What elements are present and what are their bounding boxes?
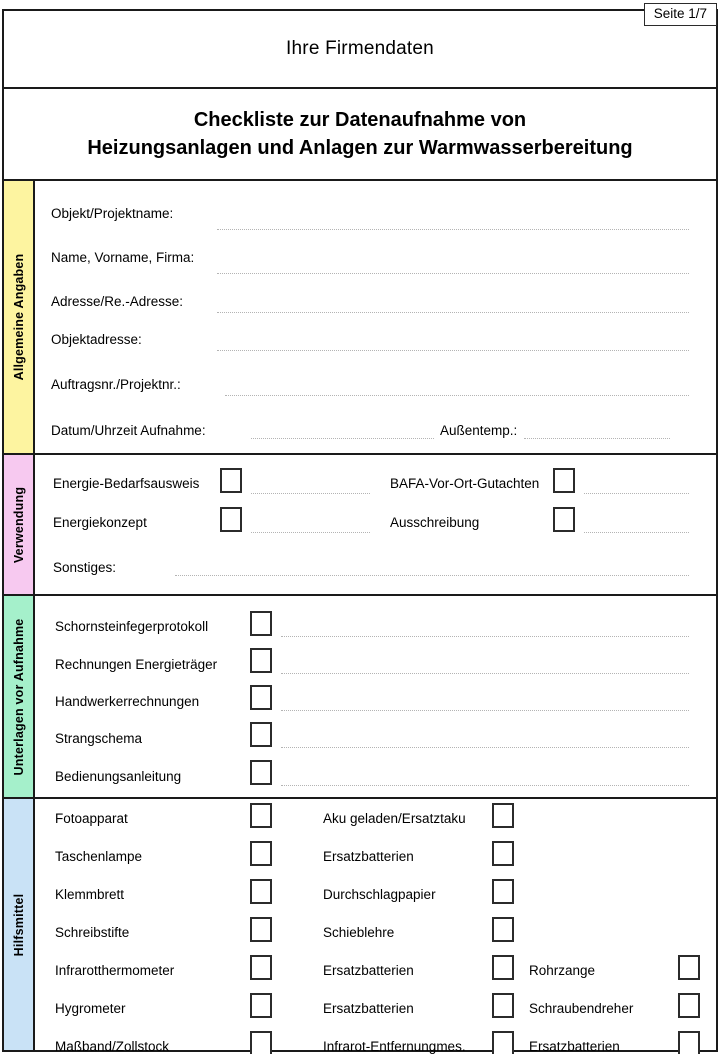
checkbox-energiekonzept[interactable]	[220, 507, 242, 532]
label-objekt-projektname: Objekt/Projektname:	[51, 206, 174, 221]
checkbox-hygrometer[interactable]	[250, 993, 272, 1018]
section-tab-label: Verwendung	[11, 486, 26, 563]
checkbox-taschenlampe[interactable]	[250, 841, 272, 866]
company-data-band	[4, 11, 716, 89]
input-objektadresse[interactable]	[217, 350, 689, 351]
input-bedienungsanleitung[interactable]	[281, 785, 689, 786]
checkbox-ersatzbatterien-1[interactable]	[492, 841, 514, 866]
section-body-unterlagen-vor-aufnahme	[35, 596, 716, 797]
section-tab-label: Hilfsmittel	[11, 893, 26, 956]
checkbox-klemmbrett[interactable]	[250, 879, 272, 904]
document-title-line-2: Heizungsanlagen und Anlagen zur Warmwasserbereitung	[87, 137, 633, 159]
document-title-line-1: Checkliste zur Datenaufnahme von	[193, 108, 527, 131]
label-handwerkerrechnungen: Handwerkerrechnungen	[55, 694, 200, 709]
label-ersatzbatterien-2: Ersatzbatterien	[323, 963, 414, 978]
label-ersatzbatterien-3: Ersatzbatterien	[323, 1001, 414, 1016]
label-auftragsnr-projektnr: Auftragsnr./Projektnr.:	[51, 377, 181, 392]
input-schornsteinfegerprotokoll[interactable]	[281, 636, 689, 637]
section-unterlagen-vor-aufnahme	[4, 596, 716, 799]
label-schreibstifte: Schreibstifte	[55, 925, 130, 940]
input-auftragsnr-projektnr[interactable]	[225, 395, 689, 396]
input-rechnungen-energietraeger[interactable]	[281, 673, 689, 674]
section-tab-unterlagen-vor-aufnahme	[4, 596, 35, 797]
input-aussentemp[interactable]	[524, 438, 670, 439]
label-ersatzbatterien-1: Ersatzbatterien	[323, 849, 414, 864]
input-objekt-projektname[interactable]	[217, 229, 689, 230]
checkbox-schreibstifte[interactable]	[250, 917, 272, 942]
input-datum-uhrzeit-aufnahme[interactable]	[251, 438, 434, 439]
input-handwerkerrechnungen[interactable]	[281, 710, 689, 711]
section-hilfsmittel	[4, 799, 716, 1054]
input-sonstiges[interactable]	[175, 575, 689, 576]
checkbox-ersatzbatterien-4[interactable]	[678, 1031, 700, 1054]
label-aussentemp: Außentemp.:	[440, 423, 518, 438]
label-aku-geladen-ersatztaku: Aku geladen/Ersatztaku	[323, 811, 466, 826]
checkbox-bafa-vor-ort-gutachten[interactable]	[553, 468, 575, 493]
section-body-hilfsmittel	[35, 799, 716, 1054]
checkbox-rohrzange[interactable]	[678, 955, 700, 980]
checkbox-schieblehre[interactable]	[492, 917, 514, 942]
label-infrarot-entfernungmes: Infrarot-Entfernungmes.	[323, 1039, 466, 1054]
input-strangschema[interactable]	[281, 747, 689, 748]
label-bafa-vor-ort-gutachten: BAFA-Vor-Ort-Gutachten	[390, 476, 540, 491]
label-hygrometer: Hygrometer	[55, 1001, 126, 1016]
section-tab-allgemeine-angaben	[4, 181, 35, 453]
label-rohrzange: Rohrzange	[529, 963, 596, 978]
checkbox-fotoapparat[interactable]	[250, 803, 272, 828]
label-klemmbrett: Klemmbrett	[55, 887, 125, 902]
label-infrarotthermometer: Infrarotthermometer	[55, 963, 175, 978]
checkbox-schornsteinfegerprotokoll[interactable]	[250, 611, 272, 636]
checkbox-infrarot-entfernungmes[interactable]	[492, 1031, 514, 1054]
section-body-verwendung	[35, 455, 716, 594]
checkbox-massband-zollstock[interactable]	[250, 1031, 272, 1054]
checkbox-ersatzbatterien-2[interactable]	[492, 955, 514, 980]
label-datum-uhrzeit-aufnahme: Datum/Uhrzeit Aufnahme:	[51, 423, 206, 438]
checkbox-ersatzbatterien-3[interactable]	[492, 993, 514, 1018]
label-ausschreibung: Ausschreibung	[390, 515, 480, 530]
checkbox-energie-bedarfsausweis[interactable]	[220, 468, 242, 493]
label-ersatzbatterien-4: Ersatzbatterien	[529, 1039, 620, 1054]
input-energiekonzept[interactable]	[251, 532, 370, 533]
company-data-title: Ihre Firmendaten	[286, 38, 434, 59]
input-adresse-re-adresse[interactable]	[217, 312, 689, 313]
label-adresse-re-adresse: Adresse/Re.-Adresse:	[51, 294, 184, 309]
page-number-badge: Seite 1/7	[644, 3, 717, 26]
section-tab-label: Unterlagen vor Aufnahme	[11, 618, 26, 775]
label-name-vorname-firma: Name, Vorname, Firma:	[51, 250, 195, 265]
input-bafa-vor-ort-gutachten[interactable]	[584, 493, 689, 494]
label-schraubendreher: Schraubendreher	[529, 1001, 634, 1016]
checkbox-rechnungen-energietraeger[interactable]	[250, 648, 272, 673]
section-tab-hilfsmittel	[4, 799, 35, 1050]
input-name-vorname-firma[interactable]	[217, 273, 689, 274]
label-strangschema: Strangschema	[55, 731, 143, 746]
section-tab-label: Allgemeine Angaben	[11, 253, 26, 381]
checkbox-infrarotthermometer[interactable]	[250, 955, 272, 980]
checkbox-schraubendreher[interactable]	[678, 993, 700, 1018]
label-bedienungsanleitung: Bedienungsanleitung	[55, 769, 182, 784]
label-energiekonzept: Energiekonzept	[53, 515, 147, 530]
document-title-band	[4, 89, 716, 181]
checkbox-ausschreibung[interactable]	[553, 507, 575, 532]
label-durchschlagpapier: Durchschlagpapier	[323, 887, 436, 902]
label-taschenlampe: Taschenlampe	[55, 849, 143, 864]
checkbox-strangschema[interactable]	[250, 722, 272, 747]
form-frame	[2, 9, 718, 1052]
input-ausschreibung[interactable]	[584, 532, 689, 533]
label-schieblehre: Schieblehre	[323, 925, 395, 940]
label-sonstiges: Sonstiges:	[53, 560, 117, 575]
checkbox-durchschlagpapier[interactable]	[492, 879, 514, 904]
label-objektadresse: Objektadresse:	[51, 332, 142, 347]
section-verwendung	[4, 455, 716, 596]
section-tab-verwendung	[4, 455, 35, 594]
section-body-allgemeine-angaben	[35, 181, 716, 453]
label-schornsteinfegerprotokoll: Schornsteinfegerprotokoll	[55, 619, 209, 634]
checkbox-handwerkerrechnungen[interactable]	[250, 685, 272, 710]
checkbox-aku-geladen-ersatztaku[interactable]	[492, 803, 514, 828]
label-energie-bedarfsausweis: Energie-Bedarfsausweis	[53, 476, 200, 491]
section-allgemeine-angaben	[4, 181, 716, 455]
label-massband-zollstock: Maßband/Zollstock	[55, 1039, 170, 1054]
label-rechnungen-energietraeger: Rechnungen Energieträger	[55, 657, 218, 672]
label-fotoapparat: Fotoapparat	[55, 811, 128, 826]
input-energie-bedarfsausweis[interactable]	[251, 493, 370, 494]
checkbox-bedienungsanleitung[interactable]	[250, 760, 272, 785]
